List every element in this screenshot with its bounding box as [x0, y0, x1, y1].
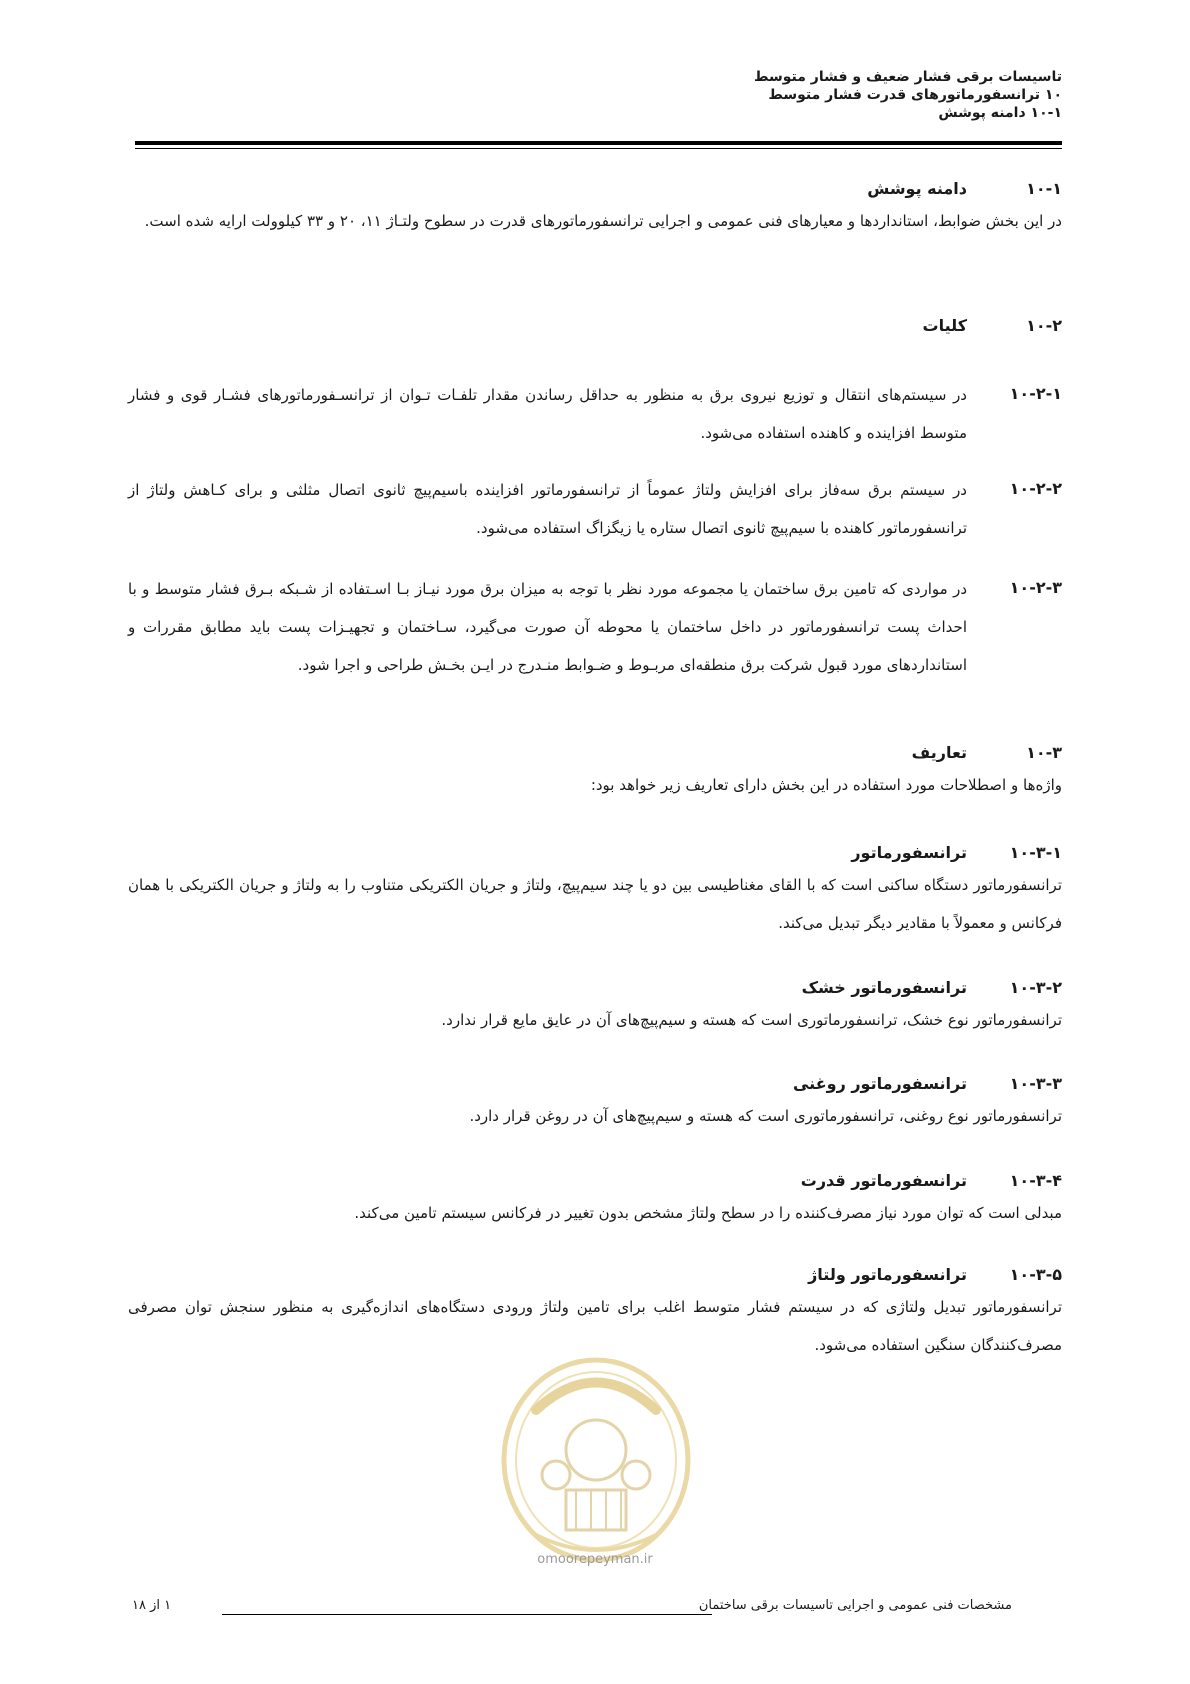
section-10-2	[128, 313, 1062, 339]
section-body: ترانسفورماتور نوع روغنی، ترانسفورماتوری است که هسته و سیم‌پیچ‌های آن در روغن قرار دارد.	[469, 1107, 1062, 1125]
section-number: ۱۰-۳-۳	[1009, 1074, 1062, 1093]
section-body: ترانسفورماتور نوع خشک، ترانسفورماتوری است که هسته و سیم‌پیچ‌های آن در عایق مایع قرار ندارد.	[441, 1011, 1062, 1029]
section-number: ۱۰-۳-۱	[1009, 843, 1062, 862]
page-footer	[132, 1598, 1012, 1622]
section-number: ۱۰-۳-۴	[1009, 1171, 1062, 1190]
section-number: ۱۰-۲-۱	[1009, 384, 1062, 403]
section-10-2-3	[128, 570, 1062, 684]
section-number: ۱۰-۳	[1026, 743, 1062, 762]
section-number: ۱۰-۲-۳	[1009, 578, 1062, 597]
section-body: در سیستم‌های انتقال و توزیع نیروی برق به منظور به حداقل رساندن مقدار تلفـات تـوان از ترانسـفورماتورهای فشـار قوی و فشار متوسط افزاینده و کاهنده استفاده می‌شود.	[128, 386, 967, 442]
section-number: ۱۰-۱	[1026, 179, 1062, 198]
section-number: ۱۰-۳-۲	[1009, 978, 1062, 997]
section-title: ترانسفورماتور ولتاژ	[808, 1265, 967, 1284]
watermark-url: omoorepeyman.ir	[537, 1552, 653, 1567]
section-number: ۱۰-۳-۵	[1009, 1265, 1062, 1284]
header-line-1: تاسیسات برقی فشار ضعیف و فشار متوسط	[753, 69, 1062, 85]
section-10-2-2	[128, 471, 1062, 547]
section-title: ترانسفورماتور	[851, 843, 967, 862]
section-10-3-2	[128, 975, 1062, 1039]
watermark-seal-logo	[496, 1350, 696, 1580]
section-10-1	[128, 176, 1062, 240]
section-title: کلیات	[922, 316, 967, 335]
section-10-2-1	[128, 376, 1062, 452]
section-10-3-5	[128, 1262, 1062, 1364]
section-body: مبدلی است که توان مورد نیاز مصرف‌کننده را در سطح ولتاژ مشخص بدون تغییر در فرکانس سیستم تامین می‌کند.	[354, 1204, 1062, 1222]
section-body: در این بخش ضوابط، استانداردها و معیارهای فنی عمومی و اجرایی ترانسفورماتورهای قدرت در سطوح ولتـاژ ۱۱، ۲۰ و ۳۳ کیلوولت ارایه شده است.	[144, 212, 1062, 230]
header-rule-thin	[135, 148, 1062, 149]
header-rule-thick	[135, 141, 1062, 145]
section-10-3-4	[128, 1168, 1062, 1232]
footer-rule	[222, 1614, 712, 1615]
section-body: ترانسفورماتور دستگاه ساکنی است که با القای مغناطیسی بین دو یا چند سیم‌پیچ، ولتاژ و جریان الکتریکی متناوب را به ولتاژ و جریان الکتریکی با همان فرکانس و معمولاً با مقادیر دیگر تبدیل می‌کند.	[128, 876, 1062, 932]
section-number: ۱۰-۲	[1026, 316, 1062, 335]
running-header	[128, 68, 1062, 122]
page-number: ۱ از ۱۸	[132, 1598, 172, 1613]
section-title: ترانسفورماتور روغنی	[792, 1074, 967, 1093]
section-10-3	[128, 740, 1062, 804]
footer-title: مشخصات فنی عمومی و اجرایی تاسیسات برقی ساختمان	[698, 1598, 1012, 1613]
section-body: ترانسفورماتور تبدیل ولتاژی که در سیستم فشار متوسط اغلب برای تامین ولتاژ ورودی دستگاه‌های اندازه‌گیری به منظور سنجش توان مصرفی مصرف‌کنندگان سنگین استفاده می‌شود.	[128, 1298, 1062, 1354]
section-body: واژه‌ها و اصطلاحات مورد استفاده در این بخش دارای تعاریف زیر خواهد بود:	[590, 776, 1062, 794]
section-10-3-1	[128, 840, 1062, 942]
section-title: دامنه پوشش	[867, 179, 967, 198]
header-line-2: ۱۰ ترانسفورماتورهای قدرت فشار متوسط	[768, 87, 1062, 103]
section-number: ۱۰-۲-۲	[1009, 479, 1062, 498]
header-line-3: ۱۰-۱ دامنه پوشش	[938, 105, 1062, 121]
section-title: تعاریف	[911, 743, 967, 762]
section-title: ترانسفورماتور خشک	[801, 978, 967, 997]
section-body: در سیستم برق سه‌فاز برای افزایش ولتاژ عموماً از ترانسفورماتور افزاینده باسیم‌پیچ ثانوی اتصال مثلثی و برای کـاهش ولتاژ از ترانسفورماتور کاهنده با سیم‌پیچ ثانوی اتصال ستاره یا زیگزاگ استفاده می‌شود.	[128, 481, 967, 537]
section-body: در مواردی که تامین برق ساختمان یا مجموعه مورد نظر با توجه به میزان برق مورد نیـاز بـا اسـتفاده از شـبکه بـرق فشار متوسط و با احداث پست ترانسفورماتور در داخل ساختمان یا محوطه آن صورت می‌گیرد، سـاختمان و تجهیـزات پست باید مطابق مقررات و استانداردهای مورد قبول شرکت برق منطقه‌ای مربـوط و ضـوابط منـدرج در ایـن بخـش طراحی و اجرا شود.	[128, 580, 967, 674]
section-10-3-3	[128, 1071, 1062, 1135]
section-title: ترانسفورماتور قدرت	[800, 1171, 967, 1190]
